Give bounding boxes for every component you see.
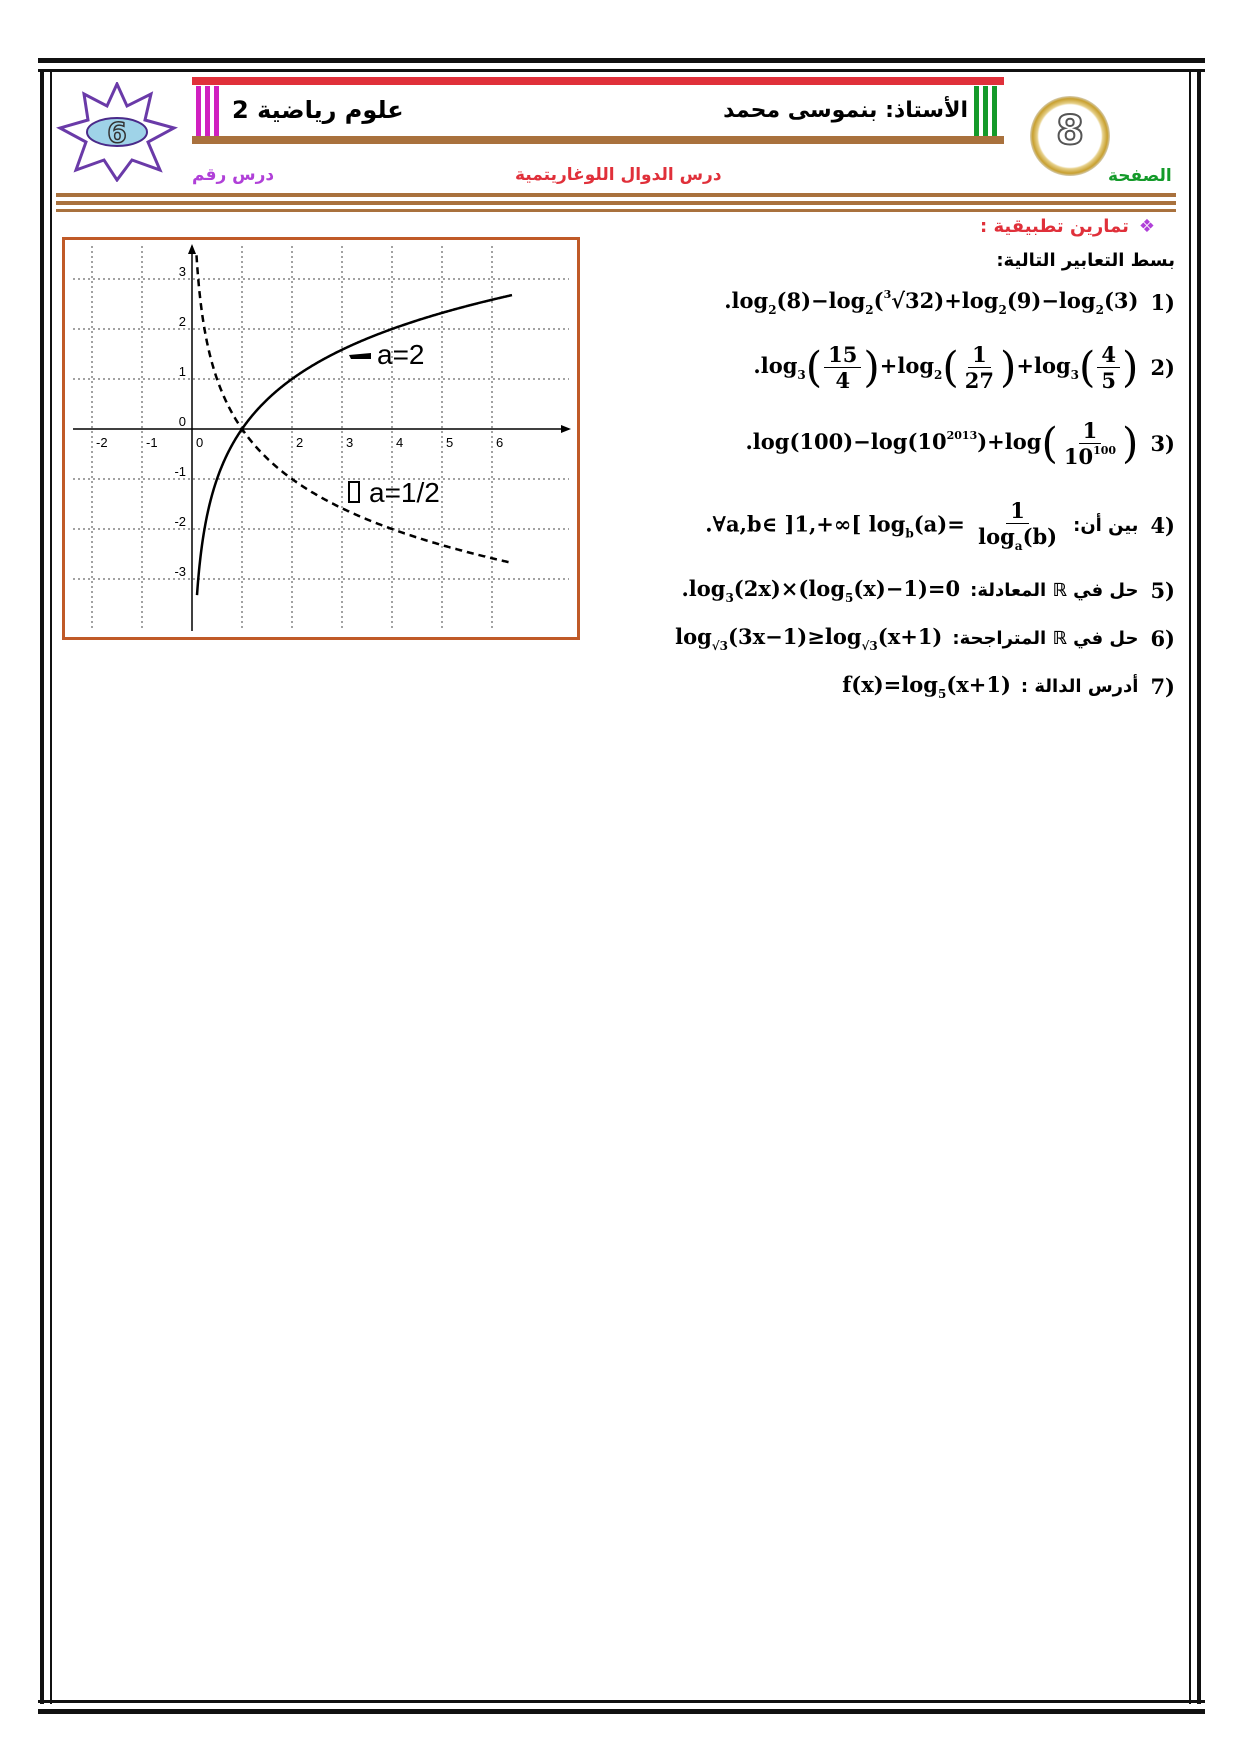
x-tick-label: 2 — [296, 435, 304, 450]
exercise-5-equation: $.\log_3(2x)\times(\log_5(x)-1)=0$ — [681, 576, 961, 605]
page-frame-right — [1189, 70, 1201, 1704]
y-tick-label: 3 — [178, 264, 186, 279]
teacher-name: الأستاذ: بنموسى محمد — [723, 98, 968, 123]
x-tick-label: 5 — [446, 435, 454, 450]
y-tick-label: 1 — [178, 364, 186, 379]
exercise-4-instruction: بين أن: — [1073, 515, 1139, 537]
green-stripes — [974, 86, 997, 136]
graph-canvas — [65, 240, 577, 637]
x-tick-label: 4 — [396, 435, 404, 450]
lesson-number-star-icon — [56, 82, 178, 182]
header-divider-1 — [56, 193, 1176, 197]
page-frame-bottom — [38, 1700, 1205, 1714]
header-divider-2 — [56, 201, 1176, 205]
exercise-6 — [675, 624, 1175, 653]
y-tick-label: -1 — [174, 464, 186, 479]
exercise-4-expression: .∀a,b∈ ]1,+∞[ $\log_b(a)=$ $\frac{1}{\log_a(b)}$ — [705, 498, 1058, 554]
x-tick-label: 6 — [496, 435, 504, 450]
y-tick-label: 0 — [178, 414, 186, 429]
exercises-heading: ❖تمارين تطبيقية : — [980, 216, 1155, 237]
y-tick-label: 2 — [178, 314, 186, 329]
magenta-stripes — [196, 86, 219, 136]
lesson-title: درس الدوال اللوغاريتمية — [515, 165, 722, 185]
page-frame-left — [40, 70, 52, 1704]
exercise-4 — [705, 498, 1175, 554]
exercise-number: 6) — [1150, 626, 1175, 651]
exercise-1-expression: $.\log_2(8)-\log_2(^3√32)+\log_2(9)-\log_2(3)$ — [724, 288, 1139, 317]
exercise-5 — [681, 576, 1175, 605]
exercise-number: 4) — [1150, 513, 1175, 539]
page-frame-top — [38, 58, 1205, 72]
x-axis-arrow-icon — [561, 425, 571, 433]
class-level: 2 علوم رياضية — [232, 96, 404, 124]
legend-a-half: a=1/2 — [369, 477, 440, 508]
exercise-3-expression: $.\log(100)-\log(10^{2013})+\log$( $\frac{1}{10^{100}}$ ) — [745, 418, 1139, 470]
exercise-1 — [724, 288, 1175, 317]
y-tick-label: -3 — [174, 564, 186, 579]
curve-a=1/2 — [197, 255, 513, 563]
exercise-3 — [746, 418, 1176, 469]
header-brown-rule — [192, 136, 1004, 144]
exercise-5-instruction: حل في ℝ المعادلة: — [970, 580, 1139, 601]
jar-icon — [349, 482, 359, 502]
legend-a-2: a=2 — [377, 339, 425, 370]
exercise-number: 3) — [1150, 431, 1175, 457]
exercise-2 — [753, 342, 1175, 393]
exercise-number: 2) — [1150, 355, 1175, 381]
x-tick-label: 0 — [196, 435, 204, 450]
pointer-hand-icon — [349, 353, 371, 359]
exercise-2-expression: $.\log_3$( $\frac{15}{4}$ )$+\log_2$( $\frac{1}{27}$ )$+\log_3$( $\frac{4}{5}$ ) — [753, 342, 1139, 394]
x-tick-label: -1 — [146, 435, 158, 450]
exercise-7-function: $f(x)=\log_5(x+1)$ — [842, 672, 1011, 701]
exercise-7-instruction: أدرس الدالة : — [1020, 676, 1139, 697]
lesson-number: 6 — [107, 116, 127, 149]
page-number: 8 — [1056, 108, 1084, 154]
log-functions-graph — [62, 237, 580, 640]
header-divider-3 — [56, 209, 1176, 212]
exercises-intro: بسط التعابير التالية: — [996, 250, 1175, 271]
lesson-number-label: درس رقم — [192, 165, 275, 185]
x-tick-label: -2 — [96, 435, 108, 450]
exercise-6-inequality: $\log_{√3}(3x-1)\ge\log_{√3}(x+1)$ — [675, 624, 943, 653]
x-tick-label: 3 — [346, 435, 354, 450]
exercise-7 — [842, 672, 1175, 701]
y-tick-label: -2 — [174, 514, 186, 529]
exercise-6-instruction: حل في ℝ المتراجحة: — [952, 628, 1139, 649]
curve-a=2 — [197, 295, 512, 595]
page-label: الصفحة — [1108, 166, 1172, 186]
y-axis-arrow-icon — [188, 244, 196, 254]
header-red-rule — [192, 77, 1004, 85]
exercise-number: 5) — [1150, 578, 1175, 603]
diamond-bullet-icon: ❖ — [1138, 216, 1155, 237]
exercise-number: 7) — [1150, 674, 1175, 699]
exercise-number: 1) — [1150, 290, 1175, 315]
